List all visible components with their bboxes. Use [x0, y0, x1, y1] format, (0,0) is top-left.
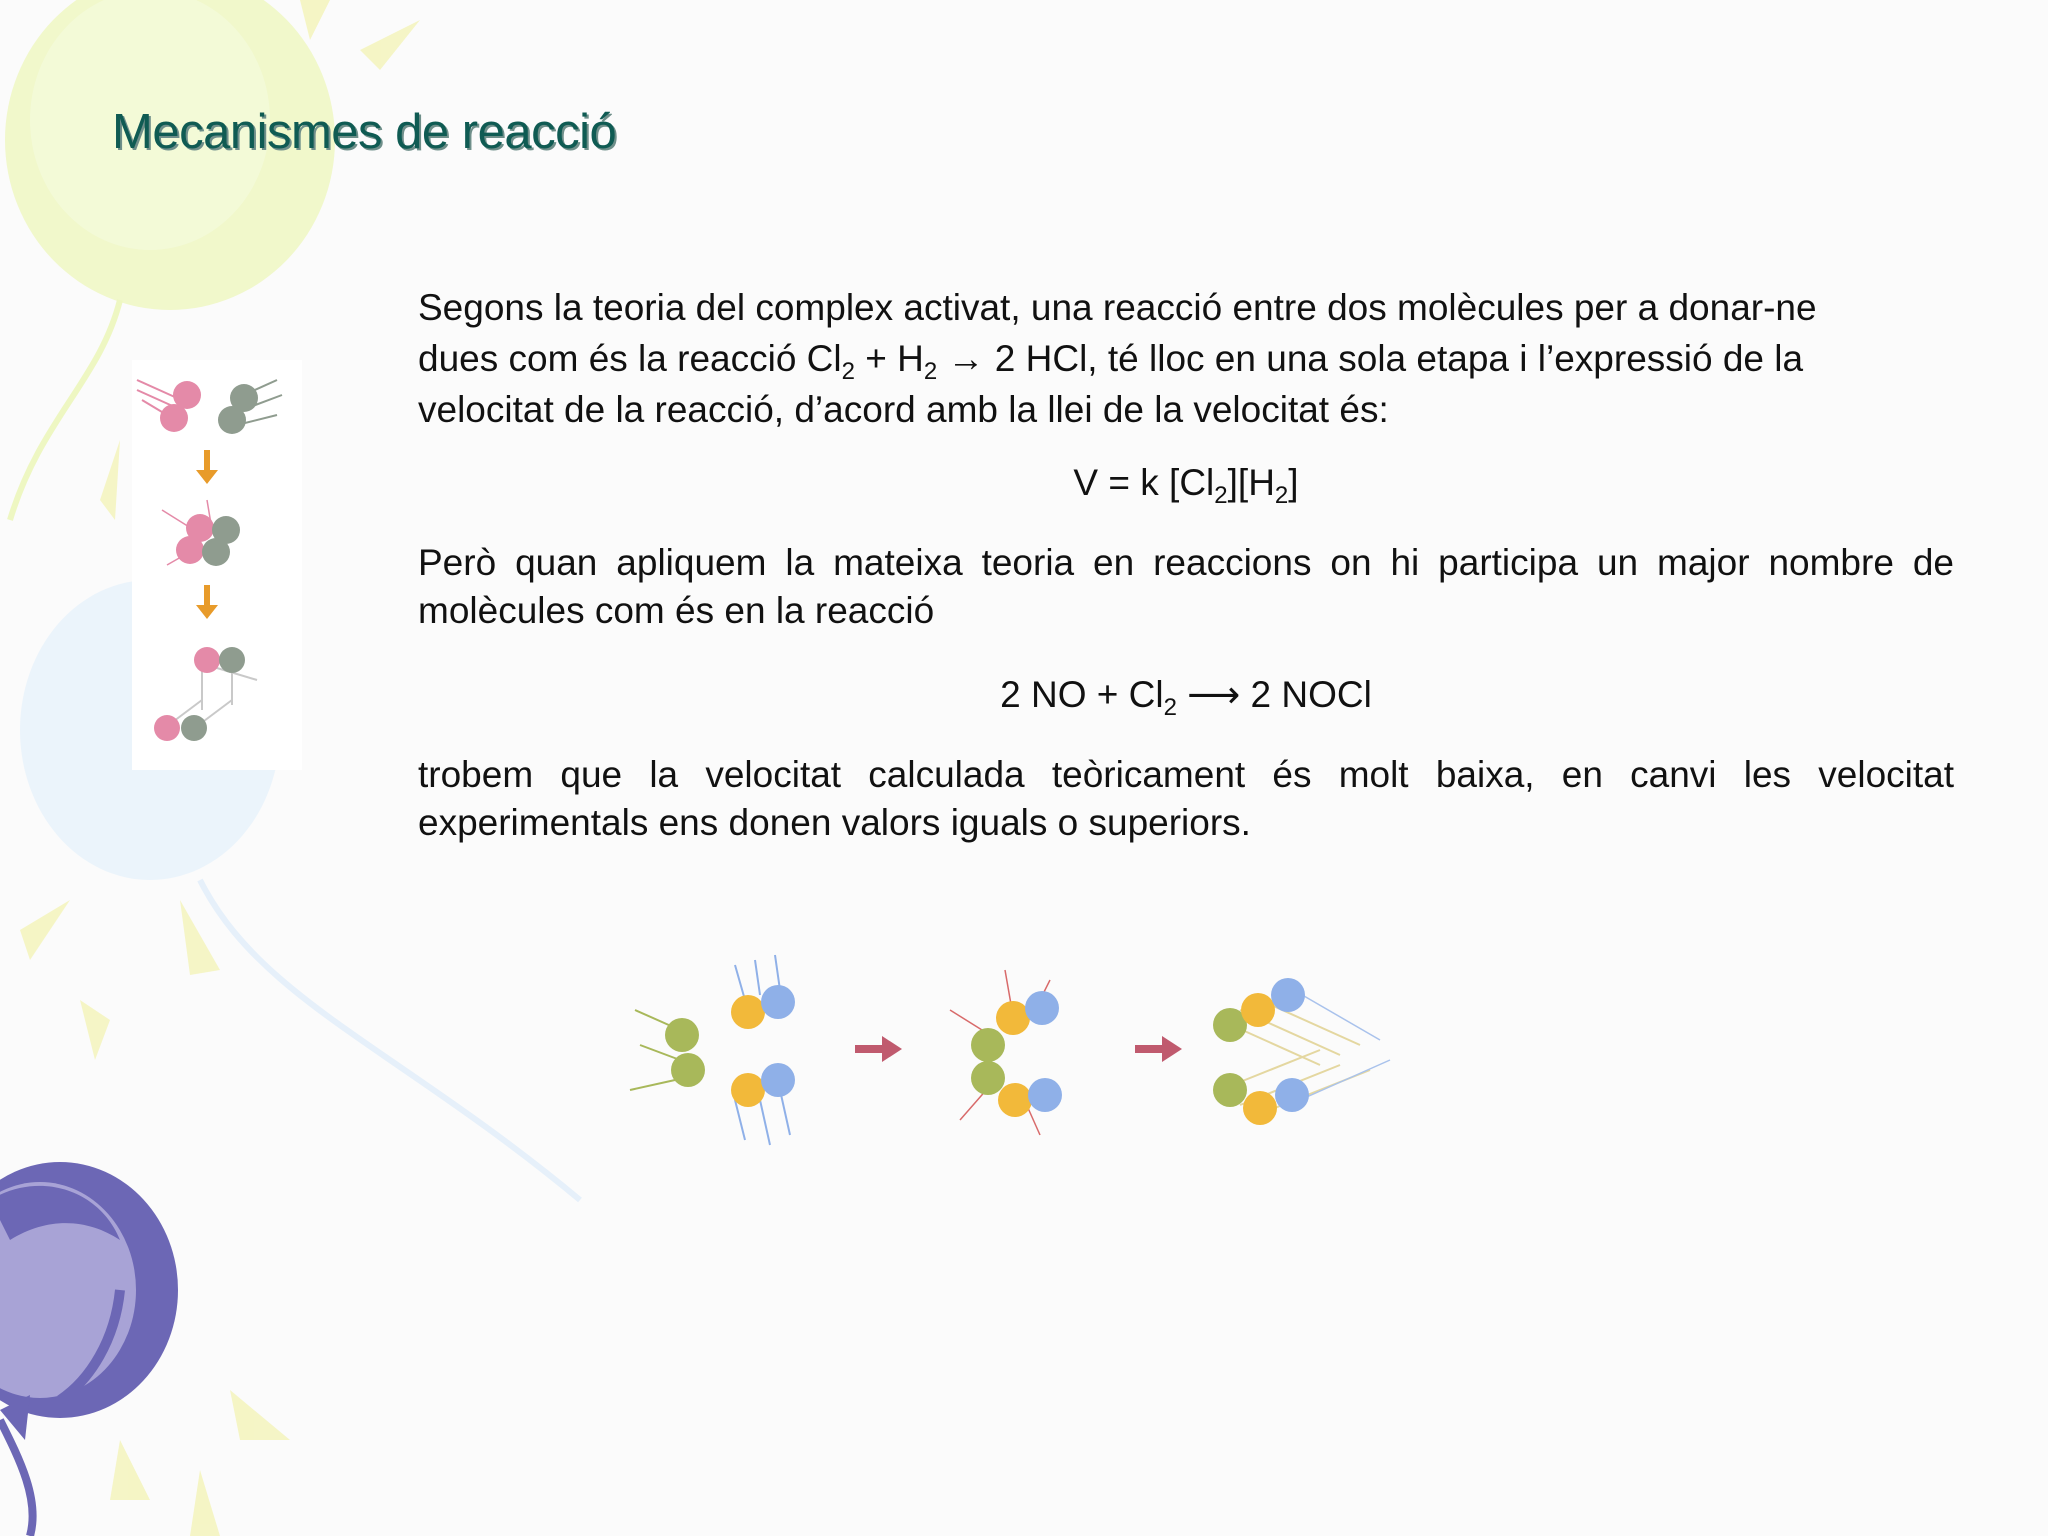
slide-title: Mecanismes de reacció — [112, 105, 617, 159]
text-segment: + H — [854, 338, 924, 379]
formula-text: V = k [Cl — [1073, 462, 1215, 503]
formula-text: ⟶ 2 NOCl — [1176, 674, 1372, 715]
paragraph-intro-line3: velocitat de la reacció, d’acord amb la llei de la velocitat és: — [418, 389, 1389, 430]
formula-text: ][H — [1227, 462, 1275, 503]
three-molecule-collision-diagram-icon — [620, 950, 1400, 1150]
formula-text: ] — [1288, 462, 1299, 503]
text-segment: dues com és la reacció Cl — [418, 338, 842, 379]
paragraph-conclusion: trobem que la velocitat calculada teòricament és molt baixa, en canvi les velocitat experimentals ens donen valors iguals o superiors. — [418, 754, 1954, 843]
formula-text: 2 NO + Cl — [1000, 674, 1164, 715]
subscript: 2 — [1274, 482, 1289, 509]
subscript: 2 — [1214, 482, 1228, 509]
subscript: 2 — [923, 358, 938, 385]
molecule-collision-diagram-icon — [132, 360, 302, 770]
paragraph-intro — [418, 284, 1954, 434]
text-segment: → 2 HCl, té lloc en una sola etapa i l’expressió de la — [937, 338, 1804, 379]
paragraph-intro-line1: Segons la teoria del complex activat, una reacció entre dos molècules per a donar-ne — [418, 287, 1817, 328]
balloon-purple — [0, 1162, 178, 1536]
paragraph-multi-molecule: Però quan apliquem la mateixa teoria en reaccions on hi participa un major nombre de molècules com és en la reacció — [418, 542, 1954, 631]
rate-law-formula — [418, 459, 1954, 507]
paragraph-intro-line2 — [418, 338, 1804, 385]
subscript: 2 — [841, 358, 855, 385]
subscript: 2 — [1163, 694, 1177, 721]
reaction-equation — [418, 671, 1954, 719]
